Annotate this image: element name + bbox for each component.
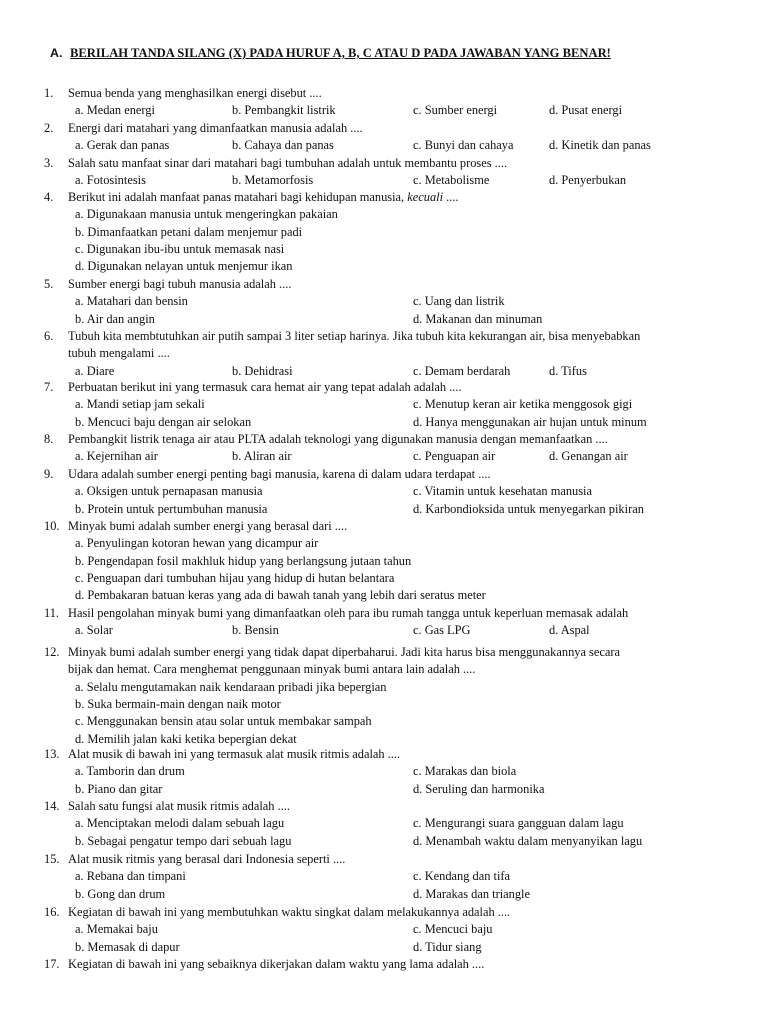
answer-option: d. Digunakan nelayan untuk menjemur ikan	[75, 259, 293, 274]
question-number: 17.	[44, 957, 60, 971]
question-text: Semua benda yang menghasilkan energi disebut ....	[68, 86, 322, 100]
question-number: 15.	[44, 852, 60, 866]
answer-option: a. Gerak dan panas	[75, 138, 170, 153]
question-text: Kegiatan di bawah ini yang sebaiknya dikerjakan dalam waktu yang lama adalah ....	[68, 957, 485, 971]
answer-option: d. Makanan dan minuman	[413, 311, 543, 326]
question-text: Salah satu manfaat sinar dari matahari bagi tumbuhan adalah untuk membantu proses ....	[68, 156, 508, 170]
question-number: 12.	[44, 645, 60, 659]
answer-option: b. Cahaya dan panas	[232, 138, 334, 153]
question-text: Alat musik di bawah ini yang termasuk alat musik ritmis adalah ....	[68, 747, 401, 761]
answer-option: b. Piano dan gitar	[75, 781, 163, 796]
answer-option: c. Digunakan ibu-ibu untuk memasak nasi	[75, 241, 285, 256]
answer-option: c. Marakas dan biola	[413, 764, 517, 779]
answer-option: b. Dimanfaatkan petani dalam menjemur padi	[75, 224, 303, 239]
section-heading	[50, 46, 611, 61]
answer-option: c. Gas LPG	[413, 623, 471, 638]
answer-option: d. Pembakaran batuan keras yang ada di bawah tanah yang lebih dari seratus meter	[75, 588, 486, 603]
question-number: 2.	[44, 121, 54, 135]
answer-option: c. Mengurangi suara gangguan dalam lagu	[413, 816, 624, 831]
answer-option: c. Penguapan dari tumbuhan hijau yang hidup di hutan belantara	[75, 570, 395, 585]
answer-option: a. Tamborin dan drum	[75, 764, 185, 779]
question-number: 7.	[44, 380, 54, 394]
answer-option: c. Vitamin untuk kesehatan manusia	[413, 484, 592, 499]
question-text: Minyak bumi adalah sumber energi yang tidak dapat diperbaharui. Jadi kita harus bisa menggunakannya secara	[68, 645, 621, 659]
answer-option: d. Pusat energi	[549, 103, 623, 118]
question-number: 16.	[44, 905, 60, 919]
answer-option: c. Metabolisme	[413, 173, 490, 188]
answer-option: a. Kejernihan air	[75, 449, 158, 464]
answer-option: d. Aspal	[549, 623, 590, 638]
question-number: 1.	[44, 86, 54, 100]
question-number: 4.	[44, 190, 54, 204]
question-text: Salah satu fungsi alat musik ritmis adalah ....	[68, 799, 290, 813]
answer-option: c. Demam berdarah	[413, 363, 511, 378]
answer-option: a. Rebana dan timpani	[75, 869, 186, 884]
answer-option: d. Menambah waktu dalam menyanyikan lagu	[413, 833, 643, 848]
answer-option: c. Menggunakan bensin atau solar untuk membakar sampah	[75, 714, 372, 729]
question-number: 9.	[44, 467, 54, 481]
answer-option: b. Air dan angin	[75, 311, 155, 326]
answer-option: d. Tidur siang	[413, 939, 482, 954]
answer-option: c. Kendang dan tifa	[413, 869, 511, 884]
answer-option: a. Diare	[75, 363, 115, 378]
question-text: Udara adalah sumber energi penting bagi manusia, karena di dalam udara terdapat ....	[68, 467, 491, 481]
answer-option: b. Dehidrasi	[232, 363, 293, 378]
question-text: Tubuh kita membtutuhkan air putih sampai 3 liter setiap harinya. Jika tubuh kita kekurangan air, bisa menyebabkan	[68, 329, 641, 343]
question-number: 11.	[44, 606, 60, 620]
question-text: Berikut ini adalah manfaat panas matahari bagi kehidupan manusia, kecuali ....	[68, 190, 459, 204]
answer-option: a. Medan energi	[75, 103, 155, 118]
question-number: 10.	[44, 519, 60, 533]
answer-option: b. Mencuci baju dengan air selokan	[75, 414, 252, 429]
answer-option: a. Digunakaan manusia untuk mengeringkan pakaian	[75, 207, 338, 222]
answer-option: b. Protein untuk pertumbuhan manusia	[75, 501, 268, 516]
question-number: 8.	[44, 432, 54, 446]
answer-option: c. Penguapan air	[413, 449, 496, 464]
answer-option: d. Penyerbukan	[549, 173, 627, 188]
answer-option: b. Metamorfosis	[232, 173, 314, 188]
answer-option: c. Menutup keran air ketika menggosok gigi	[413, 397, 633, 412]
question-emphasis: kecuali	[407, 190, 444, 204]
answer-option: d. Memilih jalan kaki ketika bepergian dekat	[75, 731, 297, 746]
answer-option: c. Bunyi dan cahaya	[413, 138, 514, 153]
question-text: Minyak bumi adalah sumber energi yang berasal dari ....	[68, 519, 348, 533]
answer-option: a. Memakai baju	[75, 922, 158, 937]
answer-option: a. Matahari dan bensin	[75, 294, 188, 309]
answer-option: d. Seruling dan harmonika	[413, 781, 545, 796]
answer-option: a. Menciptakan melodi dalam sebuah lagu	[75, 816, 285, 831]
answer-option: b. Gong dan drum	[75, 886, 166, 901]
question-text: bijak dan hemat. Cara menghemat penggunaan minyak bumi antara lain adalah ....	[68, 662, 476, 677]
answer-option: a. Penyulingan kotoran hewan yang dicampur air	[75, 536, 319, 551]
question-number: 3.	[44, 156, 54, 170]
question-text: tubuh mengalami ....	[68, 346, 170, 361]
section-instruction: BERILAH TANDA SILANG (X) PADA HURUF A, B, C ATAU D PADA JAWABAN YANG BENAR!	[70, 46, 611, 60]
answer-option: a. Oksigen untuk pernapasan manusia	[75, 484, 263, 499]
answer-option: a. Solar	[75, 623, 113, 638]
question-text: Kegiatan di bawah ini yang membutuhkan waktu singkat dalam melakukannya adalah ....	[68, 905, 511, 919]
answer-option: b. Pengendapan fosil makhluk hidup yang berlangsung jutaan tahun	[75, 553, 412, 568]
question-text: Alat musik ritmis yang berasal dari Indonesia seperti ....	[68, 852, 346, 866]
question-text: Sumber energi bagi tubuh manusia adalah ....	[68, 277, 292, 291]
answer-option: a. Mandi setiap jam sekali	[75, 397, 205, 412]
question-text: Hasil pengolahan minyak bumi yang dimanfaatkan oleh para ibu rumah tangga untuk keperluan memasak adalah	[68, 606, 629, 620]
answer-option: d. Kinetik dan panas	[549, 138, 651, 153]
answer-option: c. Sumber energi	[413, 103, 498, 118]
answer-option: d. Marakas dan triangle	[413, 886, 530, 901]
question-text: Pembangkit listrik tenaga air atau PLTA adalah teknologi yang digunakan manusia dengan memanfaatkan ....	[68, 432, 608, 446]
answer-option: a. Selalu mengutamakan naik kendaraan pribadi jika bepergian	[75, 679, 387, 694]
answer-option: c. Mencuci baju	[413, 922, 493, 937]
answer-option: b. Memasak di dapur	[75, 939, 180, 954]
answer-option: b. Pembangkit listrik	[232, 103, 336, 118]
answer-option: d. Karbondioksida untuk menyegarkan pikiran	[413, 501, 644, 516]
question-text: Energi dari matahari yang dimanfaatkan manusia adalah ....	[68, 121, 363, 135]
question-number: 5.	[44, 277, 54, 291]
section-number: A.	[50, 46, 63, 60]
question-number: 6.	[44, 329, 54, 343]
question-number: 14.	[44, 799, 60, 813]
answer-option: b. Sebagai pengatur tempo dari sebuah lagu	[75, 833, 292, 848]
answer-option: c. Uang dan listrik	[413, 294, 505, 309]
answer-option: b. Suka bermain-main dengan naik motor	[75, 696, 281, 711]
answer-option: d. Genangan air	[549, 449, 628, 464]
question-text: Perbuatan berikut ini yang termasuk cara hemat air yang tepat adalah adalah ....	[68, 380, 462, 394]
answer-option: d. Tifus	[549, 363, 587, 378]
answer-option: a. Fotosintesis	[75, 173, 146, 188]
answer-option: b. Aliran air	[232, 449, 292, 464]
answer-option: d. Hanya menggunakan air hujan untuk minum	[413, 414, 647, 429]
answer-option: b. Bensin	[232, 623, 279, 638]
question-number: 13.	[44, 747, 60, 761]
